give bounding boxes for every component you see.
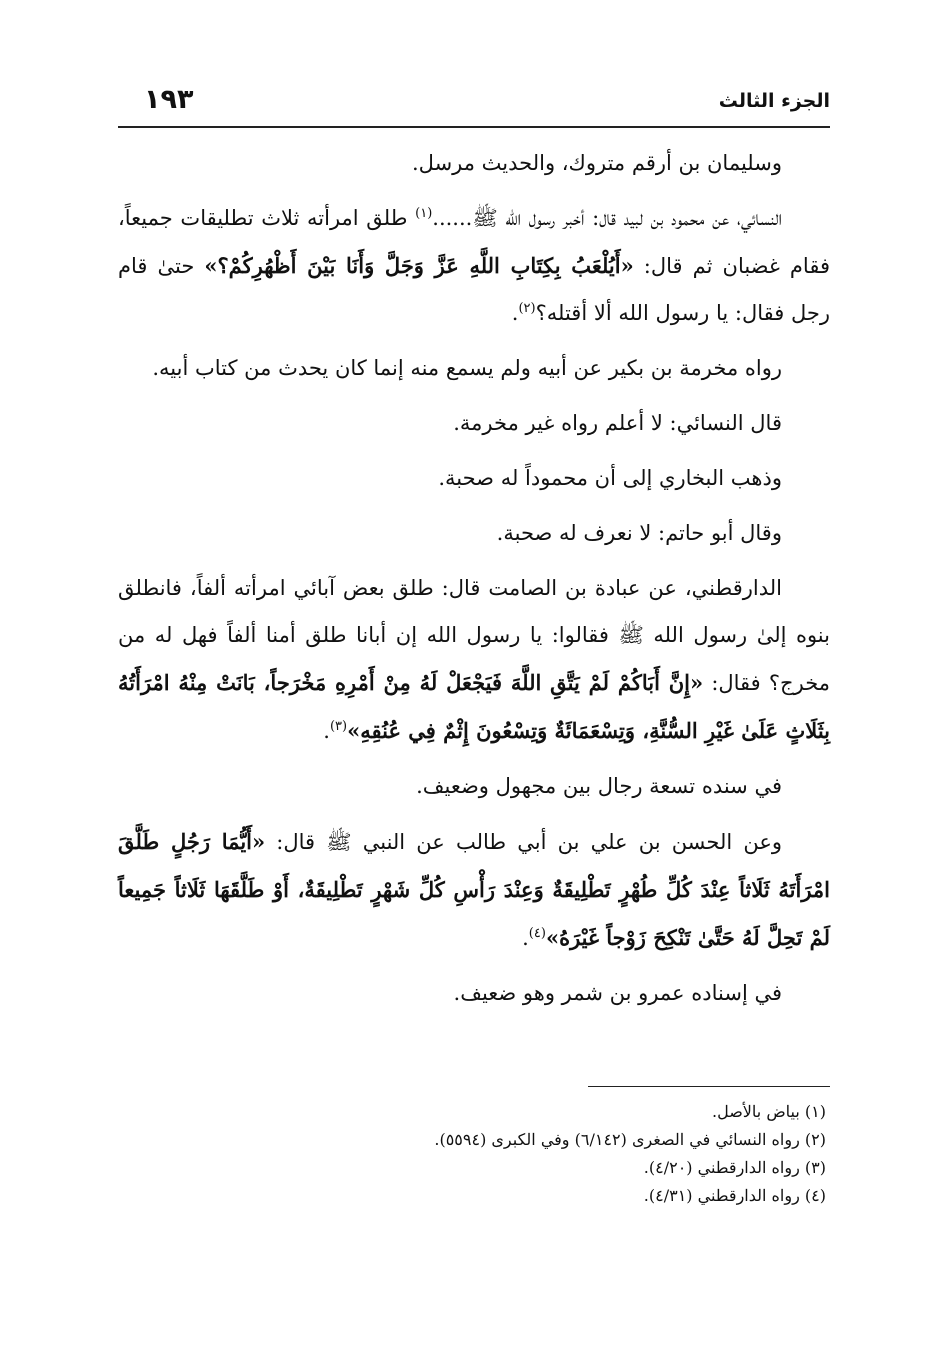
footnote-ref: (٢) (518, 301, 536, 316)
punctuation: . (323, 719, 330, 743)
paragraph (118, 970, 830, 1017)
footnote-rule (588, 1086, 830, 1087)
running-title: الجزء الثالث (718, 90, 830, 112)
footnotes (300, 1098, 830, 1210)
paragraph-text: وعن الحسن بن علي بن أبي طالب عن النبي ﷺ قال: (265, 830, 783, 854)
paragraph (118, 400, 830, 447)
paragraph-text: رواه مخرمة بن بكير عن أبيه ولم يسمع منه إنما كان يحدث من كتاب أبيه. (152, 356, 782, 380)
header-rule (118, 126, 830, 128)
paragraph-text: في سنده تسعة رجال بين مجهول وضعيف. (416, 774, 782, 798)
paragraph-text: وذهب البخاري إلى أن محموداً له صحبة. (438, 466, 782, 490)
hadith-quote: «أَيُّمَا رَجُلٍ طَلَّقَ امْرَأَتَهُ ثَلَاثاً عِنْدَ كُلِّ طُهْرٍ تَطْلِيقَةٌ وَعِنْدَ رَأْسِ كُلِّ شَهْرٍ تَطْلِيقَةٌ، أَوْ طَلَّقَهَا ثَلَاثاً جَمِيعاً لَمْ تَحِلَّ لَهُ حَتَّىٰ تَنْكِحَ زَوْجاً غَيْرَهُ» (118, 829, 830, 950)
footnote: (٤) رواه الدارقطني (٤/٣١). (643, 1186, 826, 1205)
paragraph-text: حتىٰ قام رجل فقال: يا رسول الله ألا أقتله؟ (118, 254, 830, 325)
punctuation: . (511, 301, 519, 325)
paragraph-text: في إسناده عمرو بن شمر وهو ضعيف. (453, 981, 782, 1005)
paragraph-text: طلق امرأته ثلاث تطليقات جميعاً، فقام غضبان ثم قال: (118, 206, 830, 278)
hadith-quote: «أَيُلْعَبُ بِكِتَابِ اللَّهِ عَزَّ وَجَلَّ وَأَنَا بَيْنَ أَظْهُرِكُمْ؟» (204, 253, 634, 278)
footnote-ref: (٤) (528, 926, 546, 941)
paragraph-text: وسليمان بن أرقم متروك، والحديث مرسل. (411, 151, 782, 175)
footnote-ref-1: (١) (415, 206, 433, 221)
footnote: (١) بياض بالأصل. (712, 1102, 826, 1121)
paragraph-text: قال النسائي: لا أعلم رواه غير مخرمة. (453, 411, 782, 435)
main-text (118, 140, 830, 1017)
hadith-quote: «إِنَّ أَبَاكُمْ لَمْ يَتَّقِ اللَّهَ فَيَجْعَلْ لَهُ مِنْ أَمْرِهِ مَخْرَجاً، بَانَتْ مِنْهُ امْرَأَتُهُ بِثَلَاثٍ عَلَىٰ غَيْرِ السُّنَّةِ، وَتِسْعَمَائَةٌ وَتِسْعُونَ إِثْمٌ فِي عُنُقِهِ» (118, 670, 830, 743)
punctuation: . (522, 926, 529, 950)
paragraph-text: وقال أبو حاتم: لا نعرف له صحبة. (496, 521, 782, 545)
paragraph (118, 455, 830, 502)
paragraph-text: النسائي، عن محمود بن لبيد قال: أخبر رسول الله ﷺ...... (432, 206, 782, 230)
page-header (118, 84, 830, 126)
paragraph (118, 345, 830, 392)
paragraph (118, 195, 830, 337)
footnote-ref: (٣) (329, 719, 348, 734)
paragraph (118, 140, 830, 187)
paragraph (118, 565, 830, 755)
paragraph (118, 763, 830, 810)
footnote: (٣) رواه الدارقطني (٤/٢٠). (643, 1158, 826, 1177)
paragraph (118, 818, 830, 962)
paragraph (118, 510, 830, 557)
paragraph-text: الدارقطني، عن عبادة بن الصامت قال: طلق بعض آبائي امرأته ألفاً، فانطلق بنوه إلىٰ رسول الله ﷺ فقالوا: يا رسول الله إن أبانا طلق أمنا ألفاً فهل له من مخرج؟ فقال: (118, 576, 830, 695)
footnote: (٢) رواه النسائي في الصغرى (٦/١٤٢) وفي الكبرى (٥٥٩٤). (434, 1130, 826, 1149)
page-number: ١٩٣ (144, 84, 194, 115)
